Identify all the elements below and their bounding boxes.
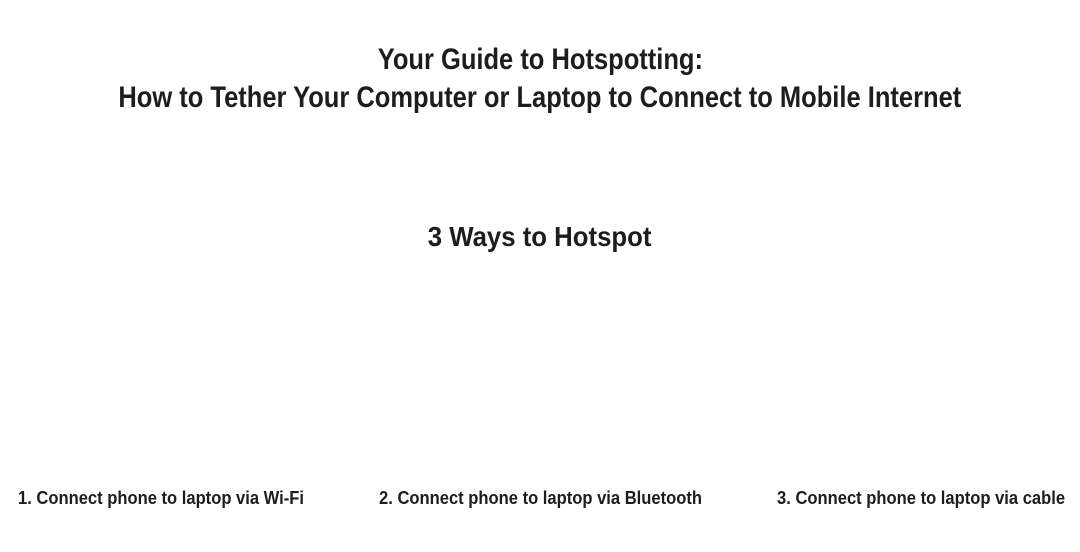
method-caption-wifi-text: 1. Connect phone to laptop via Wi-Fi xyxy=(18,488,304,508)
page-title-line-2-text: How to Tether Your Computer or Laptop to Connect to Mobile Internet xyxy=(118,81,962,114)
method-caption-cable xyxy=(752,486,1065,510)
page-title-line-2 xyxy=(0,82,1080,114)
section-heading-text: 3 Ways to Hotspot xyxy=(428,221,652,252)
page-title-line-1-text: Your Guide to Hotspotting: xyxy=(377,43,703,76)
method-caption-bluetooth-text: 2. Connect phone to laptop via Bluetooth xyxy=(378,488,702,508)
method-caption-cable-text: 3. Connect phone to laptop via cable xyxy=(776,488,1065,508)
section-heading xyxy=(0,222,1080,252)
page-title-line-1 xyxy=(0,44,1080,76)
